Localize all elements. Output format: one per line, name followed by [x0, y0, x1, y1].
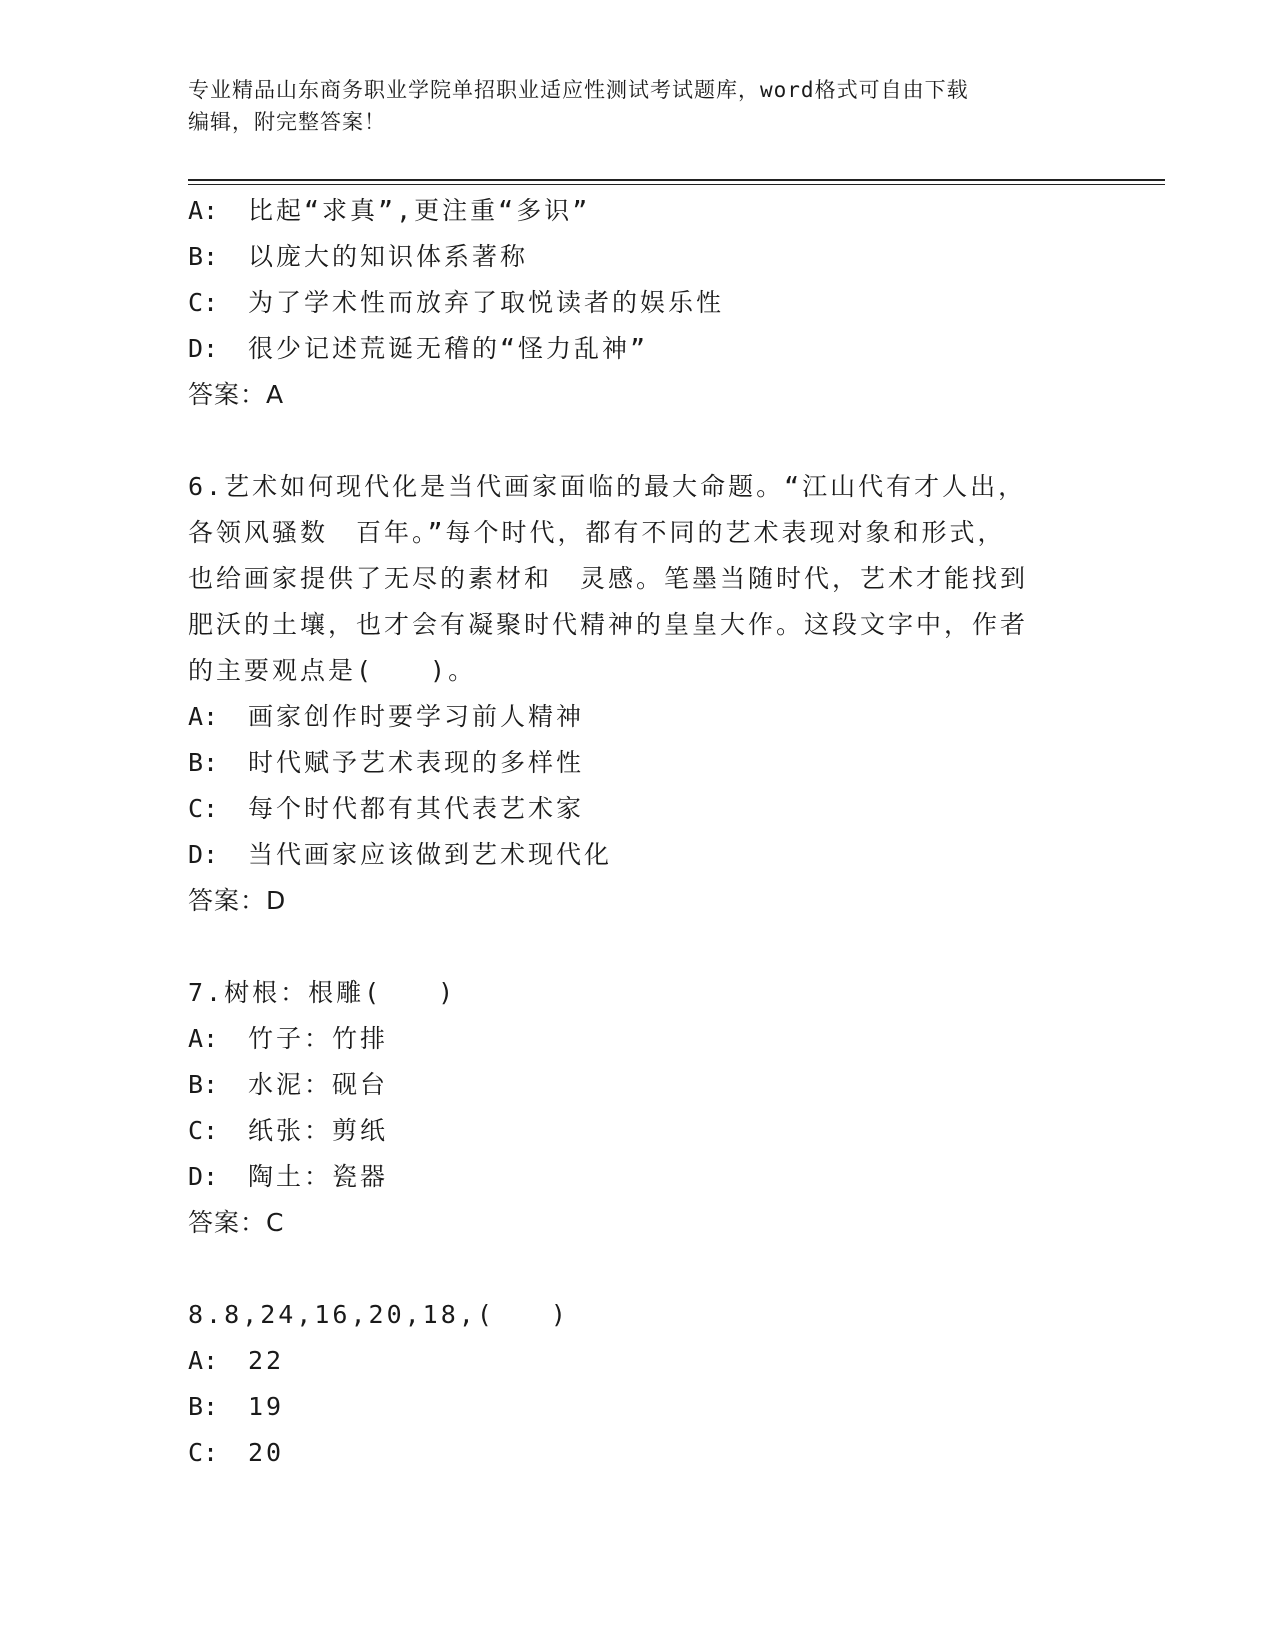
option-d	[188, 832, 1088, 878]
option-text: 竹子：竹排	[248, 1024, 389, 1053]
option-c	[188, 786, 1088, 832]
option-text: 20	[248, 1438, 285, 1467]
option-letter: A:	[188, 1346, 219, 1375]
option-text: 以庞大的知识体系著称	[248, 242, 529, 271]
question-5	[188, 188, 1088, 418]
option-letter: A:	[188, 196, 219, 225]
option-d	[188, 326, 1088, 372]
option-text: 很少记述荒诞无稽的“怪力乱神”	[248, 334, 649, 363]
question-stem-line: 的主要观点是( )。	[188, 656, 477, 685]
option-letter: B:	[188, 1070, 219, 1099]
option-a	[188, 1016, 1088, 1062]
option-b	[188, 1062, 1088, 1108]
option-b	[188, 1384, 1088, 1430]
header-divider-thin	[188, 184, 1165, 185]
header-divider-thick	[188, 179, 1165, 181]
option-a	[188, 188, 1088, 234]
option-text: 画家创作时要学习前人精神	[248, 702, 585, 731]
question-stem-line: 各领风骚数 百年。”每个时代，都有不同的艺术表现对象和形式，	[188, 518, 1006, 547]
option-letter: D:	[188, 840, 219, 869]
option-text: 19	[248, 1392, 285, 1421]
option-a	[188, 694, 1088, 740]
option-letter: D:	[188, 1162, 219, 1191]
question-stem-line: 6.艺术如何现代化是当代画家面临的最大命题。“江山代有才人出，	[188, 472, 1027, 501]
option-letter: C:	[188, 794, 219, 823]
question-7	[188, 970, 1088, 1246]
question-content	[188, 188, 1088, 1476]
question-stem-line: 也给画家提供了无尽的素材和 灵感。笔墨当随时代，艺术才能找到	[188, 564, 1029, 593]
answer-line: 答案：C	[188, 1208, 285, 1237]
question-stem-line: 肥沃的土壤，也才会有凝聚时代精神的皇皇大作。这段文字中，作者	[188, 610, 1029, 639]
option-text: 当代画家应该做到艺术现代化	[248, 840, 613, 869]
question-stem: 7.树根：根雕( )	[188, 978, 457, 1007]
option-letter: C:	[188, 288, 219, 317]
option-letter: C:	[188, 1116, 219, 1145]
question-stem: 8.8,24,16,20,18,( )	[188, 1300, 569, 1329]
option-a	[188, 1338, 1088, 1384]
option-text: 时代赋予艺术表现的多样性	[248, 748, 585, 777]
option-c	[188, 280, 1088, 326]
option-text: 比起“求真”,更注重“多识”	[248, 196, 591, 225]
header-line-1: 专业精品山东商务职业学院单招职业适应性测试考试题库，word格式可自由下载	[188, 78, 969, 102]
option-text: 纸张：剪纸	[248, 1116, 389, 1145]
option-c	[188, 1430, 1088, 1476]
header-line-2: 编辑，附完整答案！	[188, 110, 386, 134]
question-6	[188, 464, 1088, 924]
option-letter: A:	[188, 1024, 219, 1053]
option-letter: B:	[188, 748, 219, 777]
option-text: 为了学术性而放弃了取悦读者的娱乐性	[248, 288, 725, 317]
option-letter: B:	[188, 1392, 219, 1421]
option-text: 陶土：瓷器	[248, 1162, 389, 1191]
option-text: 每个时代都有其代表艺术家	[248, 794, 585, 823]
option-text: 水泥：砚台	[248, 1070, 389, 1099]
page-header	[188, 74, 1088, 138]
answer-line: 答案：A	[188, 380, 285, 409]
option-letter: D:	[188, 334, 219, 363]
answer-line: 答案：D	[188, 886, 287, 915]
option-b	[188, 740, 1088, 786]
option-b	[188, 234, 1088, 280]
option-letter: B:	[188, 242, 219, 271]
option-d	[188, 1154, 1088, 1200]
option-letter: C:	[188, 1438, 219, 1467]
option-letter: A:	[188, 702, 219, 731]
option-text: 22	[248, 1346, 285, 1375]
question-8	[188, 1292, 1088, 1476]
option-c	[188, 1108, 1088, 1154]
